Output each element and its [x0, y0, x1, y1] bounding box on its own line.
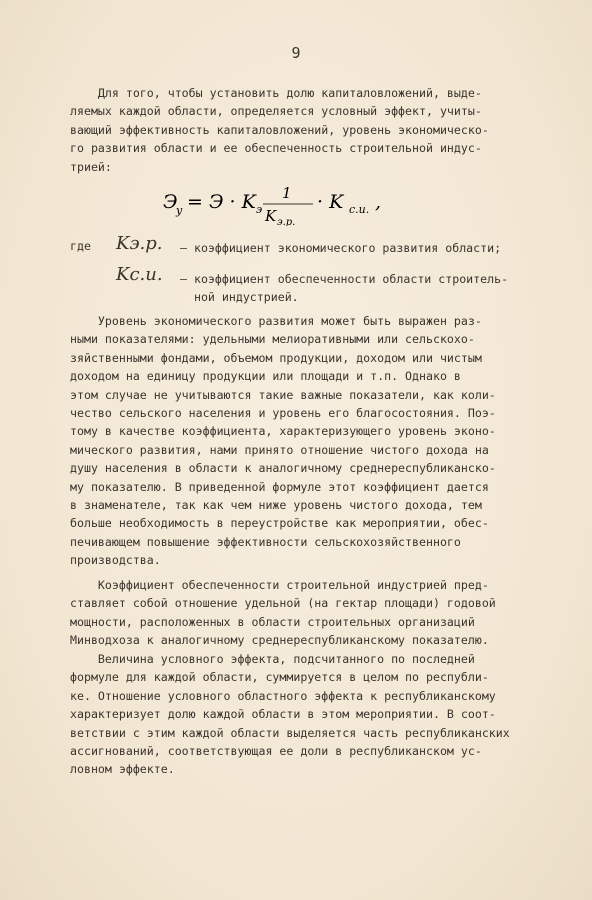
paragraph-construction-coefficient — [70, 576, 546, 650]
text-line: характеризует долю каждой области в этом мероприятии. В соот- — [70, 707, 496, 722]
text-line: го развития области и ее обеспеченность строительной индус- — [70, 141, 482, 156]
text-line: ставляет собой отношение удельной (на гектар площади) годовой — [70, 596, 496, 611]
text-line: ассигнований, соответствующая ее доли в республиканском ус- — [70, 744, 482, 759]
text-line: ловном эффекте. — [70, 762, 175, 777]
formula-tail: · K — [317, 191, 344, 213]
formula-lhs: Э — [163, 191, 178, 213]
formula — [163, 180, 483, 226]
text-line: ной индустрией. — [180, 290, 299, 305]
text-line: Для того, чтобы установить долю капиталовложений, выде- — [70, 86, 482, 100]
paragraph-economic-level — [70, 312, 546, 570]
text-line: печивающем повышение эффективности сельскохозяйственного — [70, 534, 461, 549]
text-line: Коэффициент обеспеченности строительной индустрией пред- — [70, 578, 489, 592]
text-line: Уровень экономического развития может быть выражен раз- — [70, 314, 482, 328]
text-line: трией: — [70, 159, 112, 174]
text-line: этом случае не учитываются такие важные показатели, как коли- — [70, 387, 496, 402]
text-line: му показателю. В приведенной формуле этот коэффициент дается — [70, 479, 489, 494]
text-line: чество сельского населения и уровень его благосостояния. Поэ- — [70, 406, 496, 421]
formula-k-sub: э — [256, 203, 263, 216]
text-line: ляемых каждой области, определяется условный эффект, учиты- — [70, 104, 482, 119]
text-line: вающий эффективность капиталовложений, уровень экономическо- — [70, 122, 489, 137]
definition-text — [180, 239, 552, 257]
formula-end: , — [375, 191, 382, 213]
text-line: Минводхоза к аналогичному среднереспубликанскому показателю. — [70, 633, 489, 648]
text-line: – коэффициент экономического развития области; — [180, 241, 502, 255]
text-line: Величина условного эффекта, подсчитанного по последней — [70, 652, 475, 666]
definition-symbol: Kс.и. — [116, 264, 163, 285]
intro-paragraph — [70, 84, 546, 176]
where-label: где — [70, 239, 91, 253]
definition-text — [180, 270, 552, 307]
text-line: доходом на единицу продукции или площади и т.п. Однако в — [70, 369, 461, 384]
formula-denominator: K — [265, 207, 277, 225]
page-number: 9 — [291, 44, 301, 62]
text-line: ными показателями: удельными мелиоративными или сельскохо- — [70, 332, 475, 347]
text-line: зяйственными фондами, объемом продукции, доходом или чистым — [70, 350, 482, 365]
text-line: мощности, расположенных в области строительных организаций — [70, 614, 475, 629]
text-line: производства. — [70, 553, 161, 568]
formula-numerator: 1 — [282, 184, 292, 202]
text-line: – коэффициент обеспеченности области строитель- — [180, 272, 509, 286]
text-line: тому в качестве коэффициента, характеризующего уровень эконо- — [70, 424, 496, 439]
formula-den-sub: э.р. — [277, 217, 296, 226]
text-line: мического развития, нами принято отношение чистого дохода на — [70, 442, 489, 457]
definition-symbol: Kэ.р. — [116, 233, 163, 254]
paragraph-conditional-effect — [70, 650, 546, 779]
text-line: формуле для каждой области, суммируется в целом по республи- — [70, 670, 489, 685]
text-line: ке. Отношение условного областного эффекта к республиканскому — [70, 688, 496, 703]
formula-lhs-sub: у — [176, 204, 183, 217]
text-line: в знаменателе, так как чем ниже уровень чистого дохода, тем — [70, 498, 482, 513]
text-line: ветствии с этим каждой области выделяется часть республиканских — [70, 725, 510, 740]
text-line: больше необходимость в переустройстве как мероприятии, обес- — [70, 516, 489, 531]
text-line: душу населения в области к аналогичному среднереспубликанско- — [70, 461, 496, 476]
formula-eq: = Э · K — [187, 191, 256, 213]
formula-tail-sub: с.и. — [349, 203, 370, 216]
